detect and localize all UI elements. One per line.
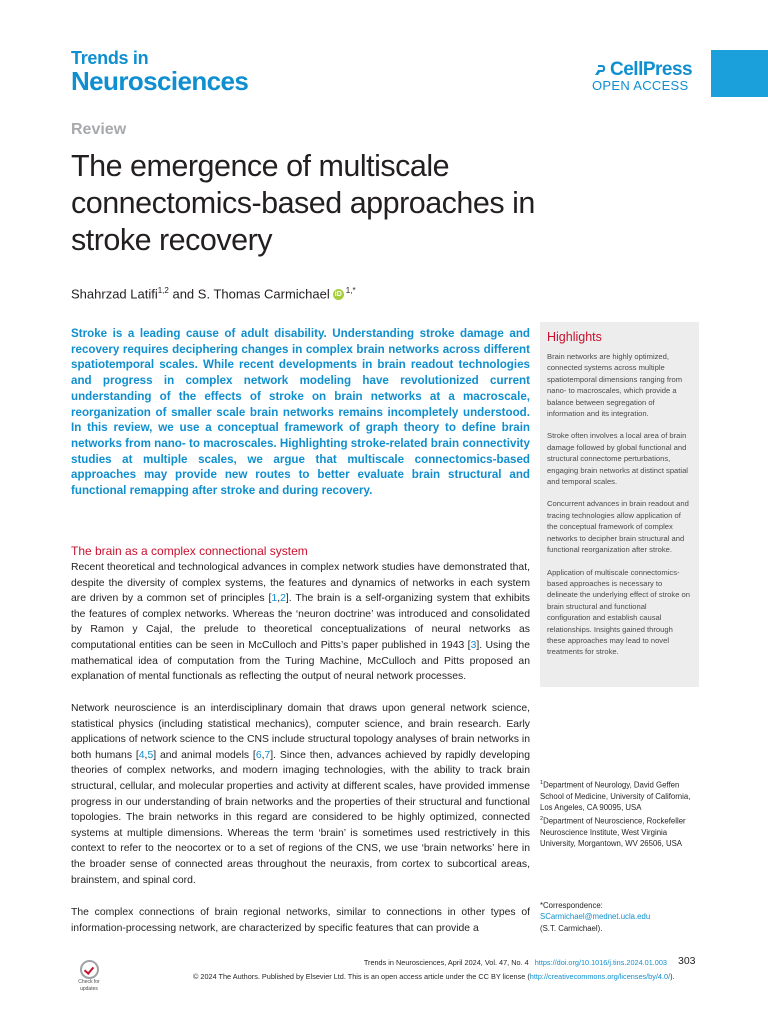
citation-link[interactable]: 7 — [264, 749, 271, 761]
affiliation-text: Department of Neurology, David Geffen School of Medicine, University of California, Los Angeles, CA 90095, USA — [540, 780, 691, 812]
paragraph-text: ]. Since then, advances achieved by rapidly developing theories of complex networks, and modern imaging technologies, with the ability to track brain structural, cellular, and molecular properties and activity at different scales, have provided immense progress in our understanding of brain networks and the properties of their structural and functional topologies. The brain networks in this regard are considered to be highly optimized, connected systems at multiple dimensions. Whereas the term ‘brain’ is sometimes used restrictively in this context to refer to the neocortex or to a set of regions of the CNS, we use ‘brain networks’ here in the broader sense of connected areas throughout the neuraxis, from cortex to subcortical areas, brainstem, and spinal cord. — [71, 749, 530, 886]
highlights-box — [540, 322, 699, 687]
highlight-item: Application of multiscale connectomics-based approaches is necessary to delineate the underlying effect of stroke on brain structural and functional configuration and establish causal relationships. Insights gained through these approaches may lead to novel treatments for stroke. — [547, 567, 690, 657]
correspondence-name: (S.T. Carmichael). — [540, 923, 603, 933]
open-access-label: OPEN ACCESS — [592, 78, 689, 93]
affiliation-number: 2 — [540, 816, 544, 823]
highlight-item: Concurrent advances in brain readout and tracing technologies allow application of the conceptual framework of complex networks to decipher brain structural and functional reorganization after stroke. — [547, 499, 689, 555]
footer-citation: Trends in Neurosciences, April 2024, Vol. 47, No. 4 — [363, 958, 529, 967]
affiliations — [540, 778, 705, 850]
author-2-affiliation: 1,* — [345, 286, 356, 295]
journal-name-line1: Trends in — [71, 48, 149, 68]
paragraph-text: ]. Using the mathematical idea of computation from the Turing Machine, McCulloch and Pitts proposed an explanation of mental functionals as reflecting the output of neural network processes. — [71, 639, 530, 683]
author-line — [71, 286, 356, 301]
citation-link[interactable]: 4 — [138, 749, 145, 761]
correspondence-email[interactable]: SCarmichael@mednet.ucla.edu — [540, 912, 651, 922]
license-link[interactable]: http://creativecommons.org/licenses/by/4.0/ — [529, 972, 671, 981]
highlights-title: Highlights — [547, 330, 602, 344]
body-paragraph-2 — [71, 701, 530, 888]
footer-license-line — [193, 972, 675, 981]
citation-link[interactable]: 1 — [271, 593, 278, 605]
cellpress-symbol-icon — [592, 62, 608, 78]
paragraph-text: Network neuroscience is an interdisciplinary domain that draws upon general network science, statistical physics (including statistical mechanics), computer science, and brain research. Early applications of network science to the CNS include structural topology analyses of brain networks in both humans [ — [71, 703, 530, 761]
correspondence — [540, 900, 705, 934]
citation-link[interactable]: 3 — [470, 639, 477, 651]
author-conjunction: and — [168, 286, 198, 302]
license-text-end: ). — [670, 972, 675, 981]
citation-separator: , — [277, 593, 281, 605]
affiliation-text: Department of Neuroscience, Rockefeller Neuroscience Institute, West Virginia University, Morgantown, WV 26506, USA — [540, 816, 686, 849]
license-text: © 2024 The Authors. Published by Elsevier Ltd. This is an open access article under the CC BY license ( — [193, 972, 530, 981]
body-paragraph-3: The complex connections of brain regional networks, similar to connections in other types of information-processing network, are characterized by specific features that can provide a — [71, 907, 530, 934]
check-for-updates-badge[interactable] — [68, 960, 110, 990]
footer-citation-line — [364, 958, 667, 967]
page-number: 303 — [678, 955, 696, 967]
badge-label-line2: updates — [80, 985, 98, 992]
highlight-item: Brain networks are highly optimized, connected systems across multiple spatiotemporal dimensions ranging from nano- to macroscales, which provide a balance between segregation of information and its integration. — [547, 352, 683, 419]
citation-separator: , — [261, 749, 265, 761]
orcid-icon[interactable]: iD — [334, 291, 342, 299]
badge-label-line1: Check for — [78, 979, 100, 985]
body-paragraph-1 — [71, 560, 530, 685]
publisher-name: CellPress — [610, 59, 693, 80]
author-2[interactable]: S. Thomas Carmichael — [197, 286, 330, 302]
cellpress-logo[interactable] — [592, 59, 696, 93]
article-type: Review — [71, 121, 127, 138]
citation-link[interactable]: 2 — [280, 593, 286, 605]
check-icon — [80, 960, 99, 979]
affiliation-item — [540, 778, 705, 813]
header-color-block — [711, 50, 768, 97]
citation-separator: , — [144, 749, 148, 761]
highlight-item: Stroke often involves a local area of brain damage followed by global functional and structural connectome perturbations, engaging brain networks at distinct spatial and temporal scales. — [547, 431, 688, 487]
author-1[interactable]: Shahrzad Latifi — [71, 286, 158, 302]
article-title: The emergence of multiscale connectomics-based approaches in stroke recovery — [71, 149, 535, 257]
affiliation-item — [540, 814, 705, 849]
doi-link[interactable]: https://doi.org/10.1016/j.tins.2024.01.003 — [534, 958, 667, 967]
correspondence-label: *Correspondence: — [540, 901, 603, 910]
citation-link[interactable]: 5 — [147, 749, 154, 761]
paragraph-text: Recent theoretical and technological advances in complex network studies have demonstrated that, despite the diversity of complex systems, the features and dynamics of networks in each system are driven by a common set of principles [ — [71, 562, 530, 605]
paragraph-text: ] and animal models [ — [153, 749, 256, 761]
journal-name-line2: Neurosciences — [71, 66, 249, 96]
citation-link[interactable]: 6 — [255, 749, 262, 761]
abstract: Stroke is a leading cause of adult disability. Understanding stroke damage and recovery requires deciphering changes in complex brain networks across different spatiotemporal scales. While recent developments in brain readout technologies and progress in complex network modeling have revolutionized current understanding of the effects of stroke on brain networks at a macroscale, reorganization of smaller scale brain networks remains incompletely understood. In this review, we use a conceptual framework of graph theory to define brain networks from nano- to macroscales. Highlighting stroke-related brain connectivity studies at multiple scales, we argue that multiscale connectomics-based approaches may provide new routes to better evaluate brain structural and functional remapping after stroke and during recovery. — [71, 327, 530, 498]
affiliation-number: 1 — [540, 780, 544, 786]
paragraph-text: ]. The brain is a self-organizing system that exhibits the features of complex networks. Whereas the ‘neuron doctrine’ was introduced and consolidated by Ramon y Cajal, the prelude to theoretical conceptualizations of neural networks as computational entities can be seen in McCulloch and Pitts’s paper published in 1943 [ — [71, 593, 530, 651]
author-1-affiliation: 1,2 — [157, 286, 169, 295]
section-heading: The brain as a complex connectional system — [71, 544, 308, 558]
